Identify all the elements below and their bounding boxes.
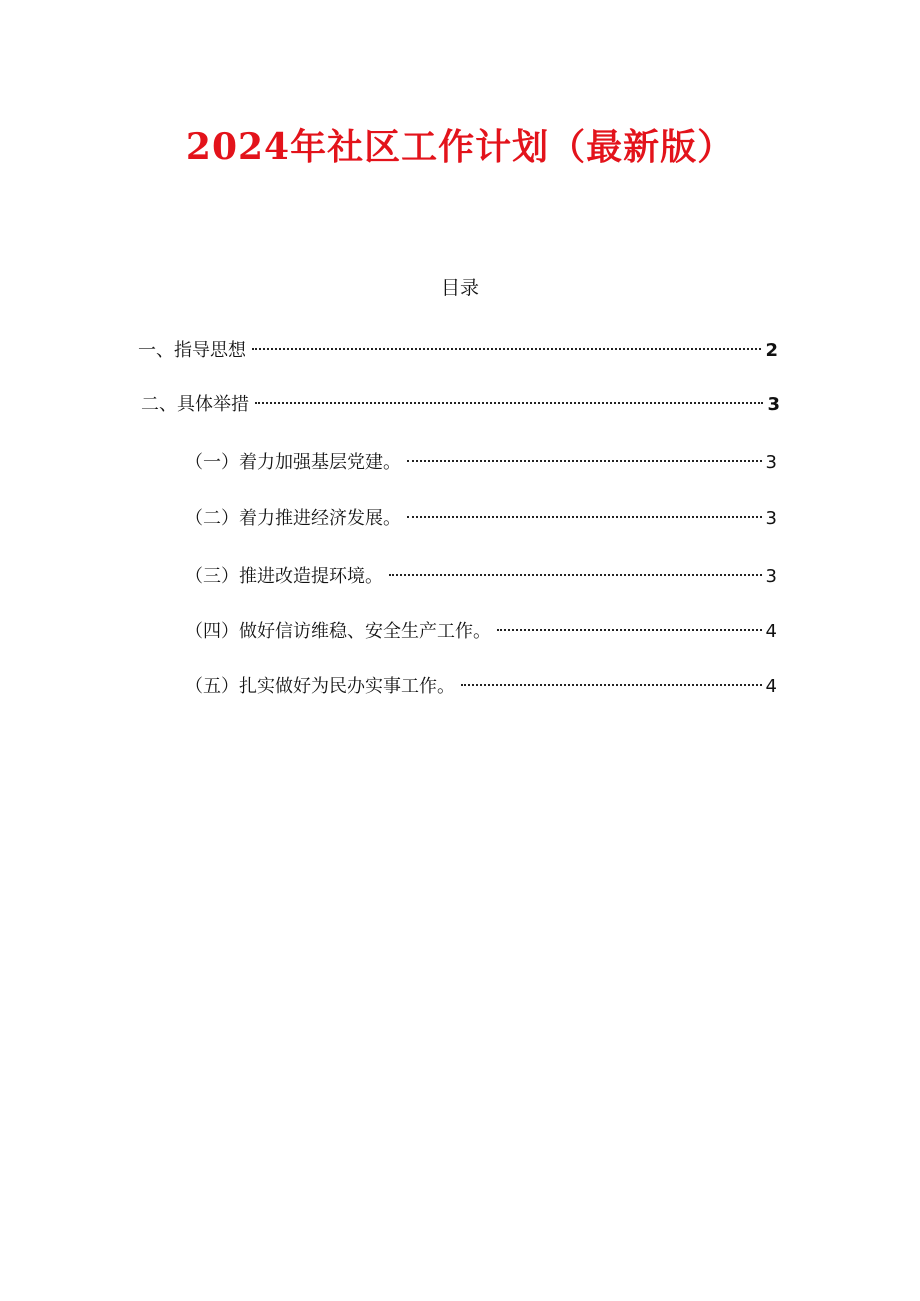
toc-entry-5[interactable] bbox=[185, 554, 777, 587]
toc-entry-label: （五）扎实做好为民办实事工作。 bbox=[185, 676, 455, 697]
toc-entry-label: （一）着力加强基层党建。 bbox=[185, 452, 401, 473]
toc-entry-4[interactable] bbox=[185, 496, 777, 529]
document-title: 2024年社区工作计划（最新版） bbox=[185, 126, 735, 168]
toc-leader-dots bbox=[459, 664, 764, 692]
toc-entry-2[interactable] bbox=[141, 382, 780, 415]
toc-leader-dots bbox=[250, 328, 763, 356]
toc-entry-label: （三）推进改造提环境。 bbox=[185, 566, 383, 587]
toc-entry-label: （二）着力推进经济发展。 bbox=[185, 508, 401, 529]
toc-entry-page: 3 bbox=[767, 394, 780, 415]
toc-entry-label: 一、指导思想 bbox=[138, 340, 246, 361]
toc-entry-label: 二、具体举措 bbox=[141, 394, 249, 415]
toc-entry-3[interactable] bbox=[185, 440, 777, 473]
toc-entry-page: 3 bbox=[765, 508, 777, 529]
toc-leader-dots bbox=[495, 609, 764, 637]
toc-entry-6[interactable] bbox=[185, 609, 777, 642]
toc-entry-page: 4 bbox=[765, 676, 777, 697]
toc-entry-page: 3 bbox=[765, 452, 777, 473]
toc-entry-page: 2 bbox=[765, 340, 778, 361]
toc-entry-7[interactable] bbox=[185, 664, 777, 697]
toc-leader-dots bbox=[387, 554, 764, 582]
toc-entry-page: 4 bbox=[765, 621, 777, 642]
toc-leader-dots bbox=[405, 440, 764, 468]
toc-heading: 目录 bbox=[440, 277, 479, 299]
toc-leader-dots bbox=[405, 496, 764, 524]
toc-entry-1[interactable] bbox=[138, 328, 778, 361]
toc-leader-dots bbox=[253, 382, 765, 410]
toc-entry-page: 3 bbox=[765, 566, 777, 587]
toc-entry-label: （四）做好信访维稳、安全生产工作。 bbox=[185, 621, 491, 642]
